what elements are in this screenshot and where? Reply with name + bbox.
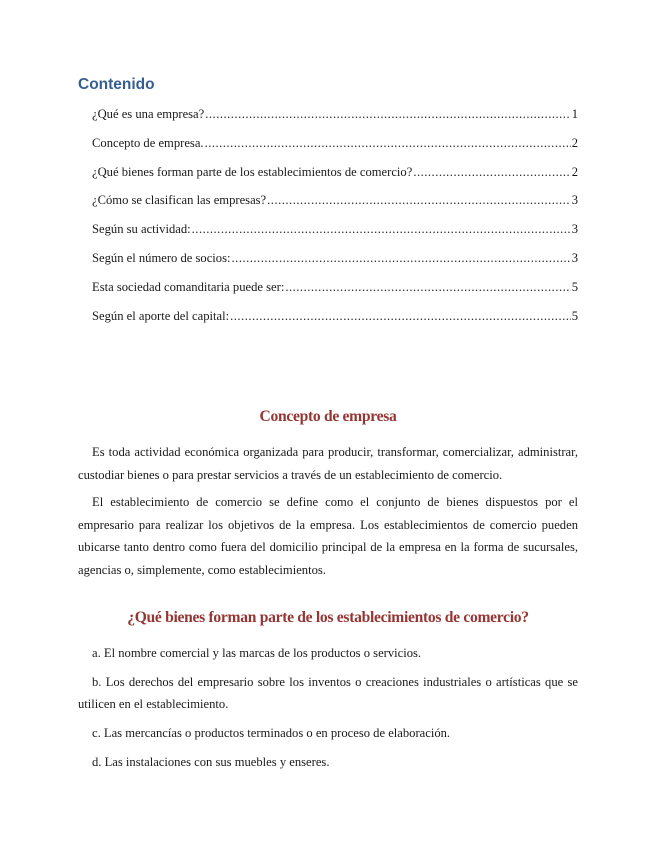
toc-leader-dots	[267, 186, 571, 215]
toc-entry-page: 5	[571, 308, 578, 323]
toc-title: Contenido	[78, 76, 155, 93]
toc-entry-text: ¿Cómo se clasifican las empresas?	[92, 193, 267, 208]
toc-entry[interactable]	[92, 302, 578, 331]
body-paragraph: El establecimiento de comercio se define como el conjunto de bienes dispuestos por el empresario para realizar los objetivos de la empresa. Los establecimientos de comercio pueden ubicarse tanto dentro como fuera del domicilio principal de la empresa en la forma de sucursales, agencias o, simplemente, como establecimientos.	[78, 495, 578, 577]
toc-entry-text: Esta sociedad comanditaria puede ser:	[92, 279, 285, 294]
toc-entry-text: Según el número de socios:	[92, 250, 231, 265]
toc-entry-text: Concepto de empresa.	[92, 135, 204, 150]
toc-entry-page: 3	[571, 222, 578, 237]
list-item: a. El nombre comercial y las marcas de los productos o servicios.	[92, 646, 422, 660]
bienes-list	[78, 642, 578, 780]
toc-entry-text: ¿Qué bienes forman parte de los establecimientos de comercio?	[92, 164, 413, 179]
toc-leader-dots	[205, 100, 570, 129]
toc-leader-dots	[285, 273, 570, 302]
toc-entry-text: ¿Qué es una empresa?	[92, 107, 205, 121]
list-item: b. Los derechos del empresario sobre los inventos o creaciones industriales o artísticas que se utilicen en el establecimiento.	[78, 675, 578, 711]
toc-entry-page: 2	[571, 164, 578, 179]
toc-entry[interactable]	[92, 215, 578, 244]
toc-leader-dots	[413, 158, 570, 187]
toc-entry[interactable]	[92, 244, 578, 273]
toc-leader-dots	[232, 244, 571, 273]
toc-entry[interactable]	[92, 129, 578, 158]
section-heading-bienes: ¿Qué bienes forman parte de los establecimientos de comercio?	[127, 609, 529, 626]
section-heading-concepto: Concepto de empresa	[259, 408, 397, 425]
toc-entry-page: 5	[571, 279, 578, 294]
table-of-contents	[92, 100, 578, 330]
toc-entry[interactable]	[92, 273, 578, 302]
body-paragraph: Es toda actividad económica organizada para producir, transformar, comercializar, administrar, custodiar bienes o para prestar servicios a través de un establecimiento de comercio.	[78, 445, 578, 482]
toc-leader-dots	[205, 129, 571, 158]
toc-entry-page: 2	[571, 135, 578, 150]
list-item: c. Las mercancías o productos terminados o en proceso de elaboración.	[92, 726, 451, 740]
toc-entry-text: Según el aporte del capital:	[92, 308, 230, 323]
toc-entry[interactable]	[92, 186, 578, 215]
toc-leader-dots	[192, 215, 571, 244]
list-item: d. Las instalaciones con sus muebles y enseres.	[92, 755, 330, 769]
toc-entry-text: Según su actividad:	[92, 222, 191, 237]
toc-leader-dots	[230, 302, 571, 331]
toc-entry-page: 1	[571, 107, 578, 121]
toc-entry[interactable]	[92, 158, 578, 187]
toc-entry-page: 3	[571, 250, 578, 265]
toc-entry[interactable]	[92, 100, 578, 129]
toc-entry-page: 3	[571, 193, 578, 208]
